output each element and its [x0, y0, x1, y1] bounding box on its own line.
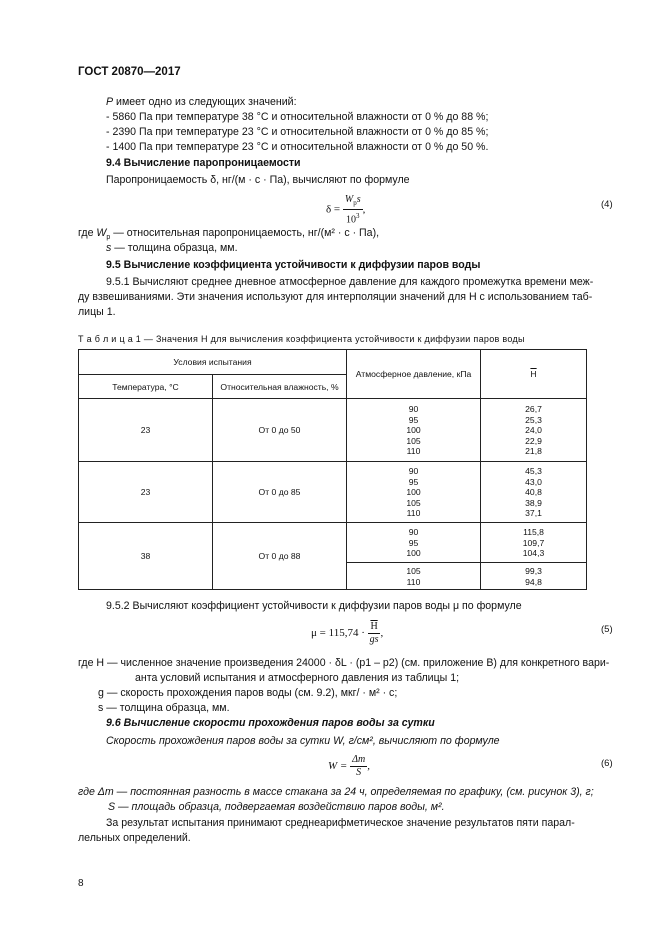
formula-tail: , — [362, 203, 366, 216]
cell-h: 99,3 94,8 — [481, 563, 587, 590]
where-clause: где H — численное значение произведения 24000 · δL · (p1 – p2) (см. приложение В) для конкретного вари- — [78, 657, 610, 669]
table-row — [79, 523, 587, 563]
h-values-table — [78, 349, 587, 590]
cell-temperature: 23 — [79, 462, 213, 523]
page-number: 8 — [78, 878, 84, 889]
where-clause: s — толщина образца, мм. — [98, 702, 230, 714]
formula-number: (5) — [601, 624, 613, 635]
formula-lhs: μ = 115,74 · — [311, 627, 365, 640]
cell-h: 115,8 109,7 104,3 — [481, 523, 587, 563]
paragraph: Паропроницаемость δ, нг/(м · с · Па), вычисляют по формуле — [106, 174, 410, 186]
formula-denominator: $10^3$ — [346, 212, 360, 226]
formula-denominator: S — [356, 767, 362, 778]
section-title-9-5: 9.5 Вычисление коэффициента устойчивости к диффузии паров воды — [106, 259, 481, 271]
cell-humidity: От 0 до 88 — [213, 523, 347, 590]
table-header-temperature: Температура, °С — [79, 375, 213, 399]
formula-tail: , — [367, 760, 370, 773]
formula-fraction — [368, 621, 381, 646]
cell-pressure: 90 95 100 — [347, 523, 481, 563]
formula-4 — [326, 194, 365, 226]
table-caption: Т а б л и ц а 1 — Значения H для вычисления коэффициента устойчивости к диффузии паров воды — [78, 334, 525, 344]
formula-fraction — [343, 194, 363, 226]
section-title-9-6: 9.6 Вычисление скорости прохождения паров воды за сутки — [106, 717, 435, 729]
paragraph: 9.5.2 Вычисляют коэффициент устойчивости к диффузии паров воды μ по формуле — [106, 600, 522, 612]
cell-h: 45,3 43,0 40,8 38,9 37,1 — [481, 462, 587, 523]
list-item: - 1400 Па при температуре 23 °С и относительной влажности от 0 % до 50 %. — [106, 141, 489, 153]
document-header: ГОСТ 20870—2017 — [78, 66, 181, 78]
formula-numerator: $\overline{H}$ — [370, 621, 378, 632]
table-header-humidity: Относительная влажность, % — [213, 375, 347, 399]
table-header-h — [481, 350, 587, 399]
paragraph-line: За результат испытания принимают среднеарифметическое значение результатов пяти парал- — [106, 817, 575, 829]
paragraph-line: 9.5.1 Вычисляют среднее дневное атмосферное давление для каждого промежутка времени меж- — [106, 276, 594, 288]
cell-h: 26,7 25,3 24,0 22,9 21,8 — [481, 399, 587, 462]
table-row — [79, 399, 587, 462]
formula-number: (6) — [601, 758, 613, 769]
paragraph: Скорость прохождения паров воды за сутки W, г/см², вычисляют по формуле — [106, 735, 500, 747]
p-symbol: P — [106, 96, 114, 108]
section-title-9-4: 9.4 Вычисление паропроницаемости — [106, 157, 301, 169]
cell-pressure: 90 95 100 105 110 — [347, 399, 481, 462]
where-clause: S — площадь образца, подвергаемая воздействию паров воды, м². — [108, 801, 445, 813]
cell-pressure: 105 110 — [347, 563, 481, 590]
cell-humidity: От 0 до 85 — [213, 462, 347, 523]
where-clause: анта условий испытания и атмосферного давления из таблицы 1; — [135, 672, 460, 684]
where-clause: где Δm — постоянная разность в массе стакана за 24 ч, определяемая по графику, (см. рисунок 3), г; — [78, 786, 594, 798]
formula-number: (4) — [601, 199, 613, 210]
formula-tail: , — [380, 627, 384, 640]
paragraph-line: лельных определений. — [78, 832, 191, 844]
cell-humidity: От 0 до 50 — [213, 399, 347, 462]
table-row — [79, 462, 587, 523]
formula-numerator: Δm — [352, 754, 366, 765]
formula-6 — [328, 754, 370, 779]
where-clause: где $W_p$ — относительная паропроницаемость, нг/(м² · с · Па), — [78, 227, 380, 242]
where-clause: g — скорость прохождения паров воды (см. 9.2), мкг/ · м² · с; — [98, 687, 398, 699]
list-item: - 2390 Па при температуре 23 °С и относительной влажности от 0 % до 85 %; — [106, 126, 489, 138]
formula-lhs: W = — [328, 760, 348, 773]
h-symbol: $\overline{H}$ — [530, 369, 537, 379]
cell-temperature: 23 — [79, 399, 213, 462]
formula-denominator: gs — [369, 634, 379, 645]
table-header-conditions: Условия испытания — [79, 350, 347, 375]
p-intro-text: имеет одно из следующих значений: — [113, 96, 297, 108]
cell-pressure: 90 95 100 105 110 — [347, 462, 481, 523]
formula-numerator: $W_ps$ — [343, 194, 363, 210]
list-item: - 5860 Па при температуре 38 °С и относительной влажности от 0 % до 88 %; — [106, 111, 489, 123]
where-clause: s — толщина образца, мм. — [106, 242, 238, 254]
paragraph-line: ду взвешиваниями. Эти значения используют для интерполяции значений для H с использованием таб- — [78, 291, 593, 303]
formula-5 — [311, 621, 383, 646]
p-values-intro — [106, 95, 297, 111]
table-header-pressure: Атмосферное давление, кПа — [347, 350, 481, 399]
cell-temperature: 38 — [79, 523, 213, 590]
formula-lhs: δ = — [326, 203, 341, 216]
formula-fraction — [350, 754, 367, 779]
paragraph-line: лицы 1. — [78, 306, 116, 318]
